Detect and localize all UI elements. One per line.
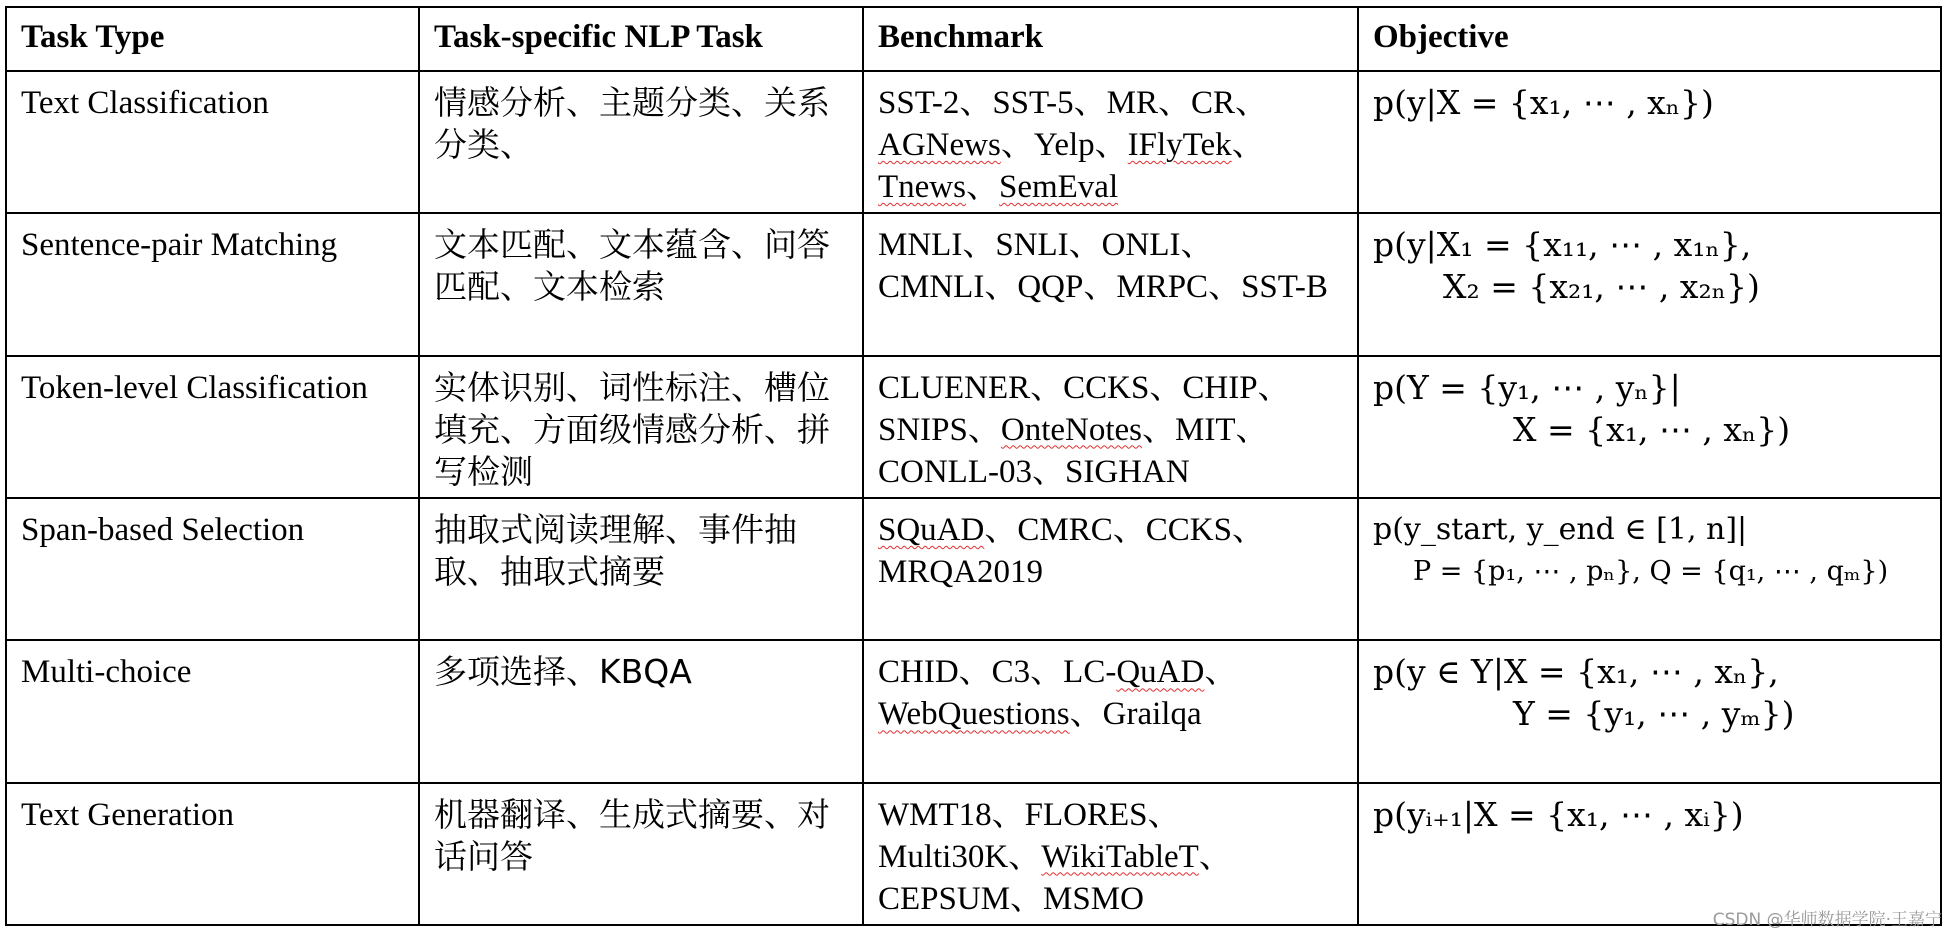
objective-cell <box>1358 783 1941 925</box>
table-row <box>6 640 1941 782</box>
task-type-cell: Multi-choice <box>6 640 419 782</box>
header-nlp-task: Task-specific NLP Task <box>419 7 863 71</box>
objective-formula: p(y|X₁ = {x₁₁, ⋯ , x₁ₙ}, <box>1373 225 1752 265</box>
objective-formula: p(Y = {y₁, ⋯ , yₙ}| <box>1373 367 1681 407</box>
table-row <box>6 213 1941 355</box>
benchmark-text: 、 <box>1204 654 1238 691</box>
task-type-cell: Text Generation <box>6 783 419 925</box>
benchmark-text: Tnews <box>878 169 966 206</box>
benchmark-text: CHID、C3、LC- <box>878 654 1117 691</box>
objective-formula: p(y ∈ Y|X = {x₁, ⋯ , xₙ}, <box>1373 652 1779 692</box>
watermark: CSDN @华师数据学院·王嘉宁 <box>1712 910 1942 930</box>
nlp-task-cell: 多项选择、KBQA <box>419 640 863 782</box>
benchmark-text: WebQuestions <box>878 696 1070 733</box>
benchmark-text: SemEval <box>998 169 1119 206</box>
benchmark-text: IFlyTek <box>1127 127 1232 164</box>
task-type-cell: Span-based Selection <box>6 498 419 640</box>
benchmark-text: OnteNotes <box>1000 411 1143 448</box>
nlp-task-cell: 机器翻译、生成式摘要、对话问答 <box>419 783 863 925</box>
header-row <box>6 7 1941 71</box>
objective-cell <box>1358 71 1941 213</box>
objective-formula: p(y|X = {x₁, ⋯ , xₙ}) <box>1373 83 1714 123</box>
table-row <box>6 783 1941 925</box>
benchmark-cell <box>863 640 1358 782</box>
benchmark-text: MNLI、SNLI、ONLI、CMNLI、QQP、MRPC、SST-B <box>878 227 1328 306</box>
benchmark-text: SST-2、SST-5、MR、CR、 <box>878 85 1269 122</box>
objective-formula: X₂ = {x₂₁, ⋯ , x₂ₙ}) <box>1443 267 1760 307</box>
task-type-cell: Sentence-pair Matching <box>6 213 419 355</box>
table-row <box>6 71 1941 213</box>
benchmark-text: 、CMRC、CCKS、MRQA2019 <box>878 512 1265 591</box>
benchmark-cell <box>863 213 1358 355</box>
nlp-task-cell: 文本匹配、文本蕴含、问答匹配、文本检索 <box>419 213 863 355</box>
objective-formula: X = {x₁, ⋯ , xₙ}) <box>1513 409 1791 449</box>
benchmark-text: 、Grailqa <box>1069 696 1202 733</box>
nlp-task-cell: 情感分析、主题分类、关系分类、 <box>419 71 863 213</box>
objective-formula: P = {p₁, ⋯ , pₙ}, Q = {q₁, ⋯ , qₘ}) <box>1413 556 1889 588</box>
task-type-cell: Text Classification <box>6 71 419 213</box>
benchmark-text: SQuAD <box>878 512 985 549</box>
table-row <box>6 498 1941 640</box>
benchmark-cell <box>863 356 1358 498</box>
benchmark-text: WikiTableT <box>1041 838 1199 875</box>
task-table <box>5 6 1942 926</box>
benchmark-text: 、 <box>1231 127 1265 164</box>
benchmark-text: 、CEPSUM、MSMO <box>878 838 1232 917</box>
objective-formula: p(y_start, y_end ∈ [1, n]| <box>1373 512 1748 548</box>
benchmark-cell <box>863 783 1358 925</box>
task-type-cell: Token-level Classification <box>6 356 419 498</box>
table-row <box>6 356 1941 498</box>
objective-cell <box>1358 213 1941 355</box>
benchmark-cell <box>863 498 1358 640</box>
objective-formula: Y = {y₁, ⋯ , yₘ}) <box>1513 694 1795 734</box>
nlp-task-cell: 实体识别、词性标注、槽位填充、方面级情感分析、拼写检测 <box>419 356 863 498</box>
benchmark-cell <box>863 71 1358 213</box>
benchmark-text: CLUENER、CCKS、CHIP、SNIPS、 <box>878 369 1291 448</box>
objective-formula: p(yᵢ₊₁|X = {x₁, ⋯ , xᵢ}) <box>1373 794 1744 834</box>
objective-cell <box>1358 498 1941 640</box>
nlp-task-cell: 抽取式阅读理解、事件抽取、抽取式摘要 <box>419 498 863 640</box>
benchmark-text: AGNews <box>878 127 1001 164</box>
benchmark-text: WMT18、FLORES、Multi30K、 <box>878 796 1181 875</box>
objective-cell <box>1358 356 1941 498</box>
header-objective: Objective <box>1358 7 1941 71</box>
benchmark-text: QuAD <box>1116 654 1205 691</box>
benchmark-text: 、Yelp、 <box>1000 127 1128 164</box>
benchmark-text: 、 <box>965 169 999 206</box>
objective-cell <box>1358 640 1941 782</box>
benchmark-text: 、MIT、CONLL-03、SIGHAN <box>878 411 1269 490</box>
header-task-type: Task Type <box>6 7 419 71</box>
header-benchmark: Benchmark <box>863 7 1358 71</box>
